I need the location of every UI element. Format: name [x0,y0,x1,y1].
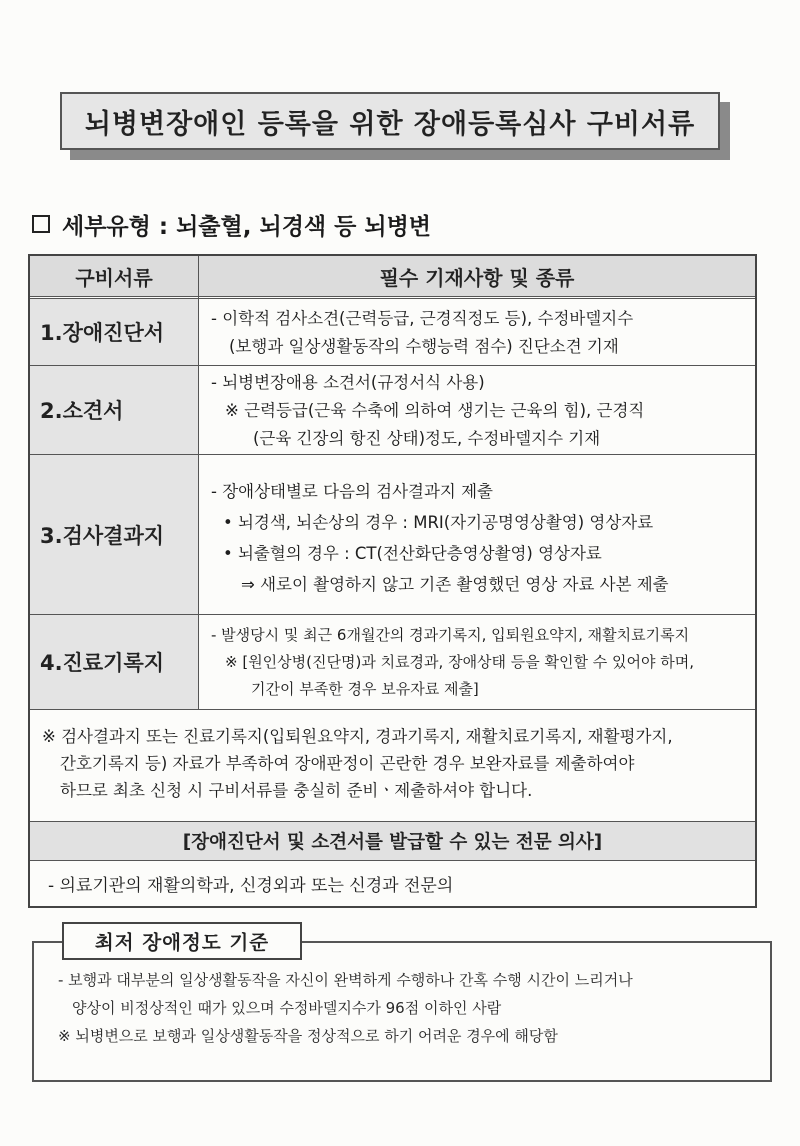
doctor-section-description: - 의료기관의 재활의학과, 신경외과 또는 신경과 전문의 [48,876,454,896]
row-description [199,616,755,709]
desc-line: - 장애상태별로 다음의 검사결과지 제출 [211,482,493,501]
desc-line: 기간이 부족한 경우 보유자료 제출] [251,680,479,698]
documents-note [30,712,755,821]
section-subtitle [32,207,431,241]
subtitle-text: 세부유형 : 뇌출혈, 뇌경색 등 뇌병변 [62,213,432,240]
note-line: 간호기록지 등) 자료가 부족하여 장애판정이 곤란한 경우 보완자료를 제출하여야 [60,754,635,773]
desc-line: (보행과 일상생활동작의 수행능력 점수) 진단소견 기재 [229,337,619,356]
header-requirements: 필수 기재사항 및 종류 [199,256,755,296]
row-name: 2.소견서 [30,366,198,454]
desc-line: - 이학적 검사소견(근력등급, 근경직정도 등), 수정바델지수 [211,309,634,328]
criteria-body [58,966,766,1050]
criteria-line: 양상이 비정상적인 때가 있으며 수정바델지수가 96점 이하인 사람 [72,999,502,1017]
note-line: ※ 검사결과지 또는 진료기록지(입퇴원요약지, 경과기록지, 재활치료기록지, 재활평가지, [42,727,673,746]
page-title: 뇌병변장애인 등록을 위한 장애등록심사 구비서류 [60,92,720,150]
desc-line: ※ 근력등급(근육 수축에 의하여 생기는 근육의 힘), 근경직 [225,401,645,420]
desc-line: • 뇌경색, 뇌손상의 경우 : MRI(자기공명영상촬영) 영상자료 [223,513,654,532]
note-line: 하므로 최초 신청 시 구비서류를 충실히 준비ㆍ제출하셔야 합니다. [60,781,533,800]
row-name: 4.진료기록지 [30,615,198,709]
row-name: 1.장애진단서 [30,299,198,365]
desc-line: ⇒ 새로이 촬영하지 않고 기존 촬영했던 영상 자료 사본 제출 [241,575,669,594]
desc-line: • 뇌출혈의 경우 : CT(전산화단층영상촬영) 영상자료 [223,544,602,563]
criteria-line: - 보행과 대부분의 일상생활동작을 자신이 완벽하게 수행하나 간혹 수행 시간이 느리거나 [58,971,633,989]
row-description [199,367,755,454]
desc-line: ※ [원인상병(진단명)과 치료경과, 장애상태 등을 확인할 수 있어야 하며, [225,653,695,671]
checkbox-icon [32,215,50,233]
documents-table [28,254,757,908]
desc-line: - 발생당시 및 최근 6개월간의 경과기록지, 입퇴원요약지, 재활치료기록지 [211,626,690,644]
desc-line: (근육 긴장의 항진 상태)정도, 수정바델지수 기재 [253,429,601,448]
header-documents: 구비서류 [30,256,198,296]
row-name: 3.검사결과지 [30,455,198,614]
doctor-section-header: [장애진단서 및 소견서를 발급할 수 있는 전문 의사] [30,822,755,860]
row-description [199,300,755,365]
criteria-title: 최저 장애정도 기준 [62,922,302,960]
row-description [199,456,755,614]
row-divider [30,709,755,710]
desc-line: - 뇌병변장애용 소견서(규정서식 사용) [211,373,485,392]
criteria-line: ※ 뇌병변으로 보행과 일상생활동작을 정상적으로 하기 어려운 경우에 해당함 [58,1027,558,1045]
